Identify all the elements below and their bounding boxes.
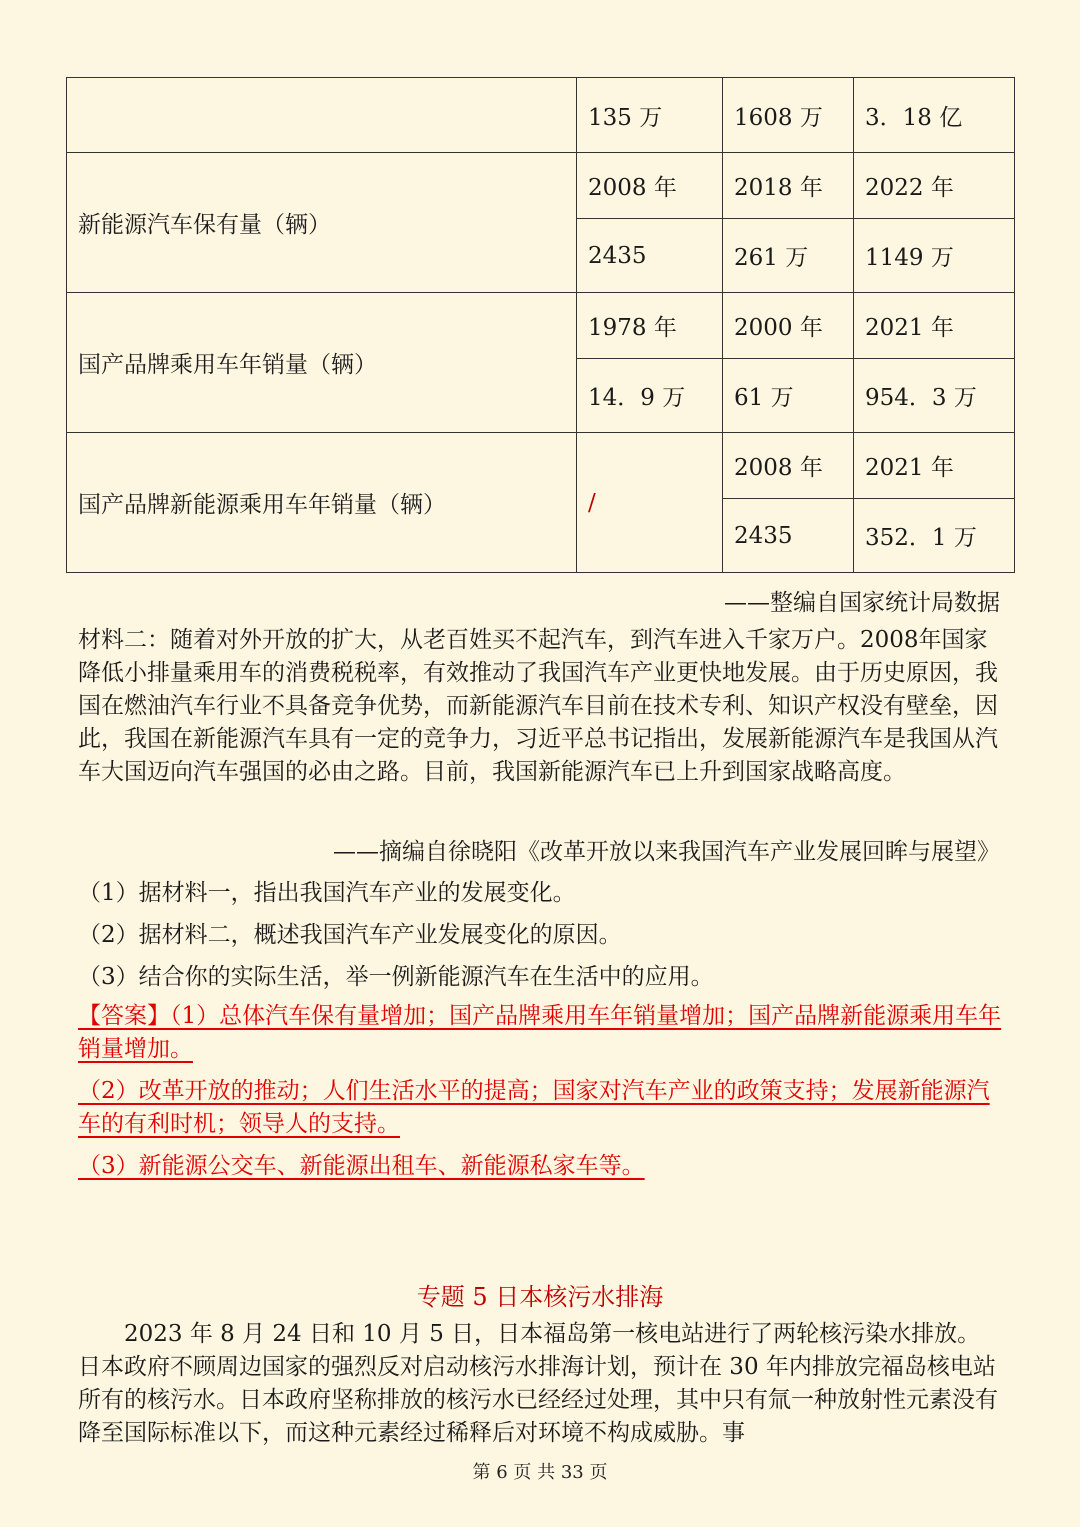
question-2: （2）据材料二，概述我国汽车产业发展变化的原因。 bbox=[78, 922, 622, 948]
table-row bbox=[67, 293, 1015, 359]
table-cell: 3．18 亿 bbox=[854, 78, 1015, 153]
table-cell: 2008 年 bbox=[577, 153, 723, 219]
page-number: 第 6 页 共 33 页 bbox=[472, 1462, 608, 1483]
table-row bbox=[67, 433, 1015, 499]
answer-2 bbox=[78, 1075, 1004, 1141]
table-row bbox=[67, 78, 1015, 153]
table-cell: 2000 年 bbox=[723, 293, 854, 359]
row-label: 新能源汽车保有量（辆） bbox=[67, 153, 577, 293]
table-cell: 1978 年 bbox=[577, 293, 723, 359]
table-cell: 61 万 bbox=[723, 359, 854, 433]
table-cell: 261 万 bbox=[723, 219, 854, 293]
slash-mark: / bbox=[577, 433, 723, 573]
table-cell: 135 万 bbox=[577, 78, 723, 153]
topic-title: 专题 5 日本核污水排海 bbox=[416, 1283, 664, 1311]
answer-text: 【答案】（1）总体汽车保有量增加；国产品牌乘用车年销量增加；国产品牌新能源乘用车年销量增加。 bbox=[78, 1003, 1002, 1062]
topic-paragraph: 2023 年 8 月 24 日和 10 月 5 日，日本福岛第一核电站进行了两轮核污染水排放。日本政府不顾周边国家的强烈反对启动核污水排海计划，预计在 30 年内排放完福岛核电站所有的核污水。日本政府坚称排放的核污水已经经过处理，其中只有氚一种放射性元素没有降至国际标准以下，而这种元素经过稀释后对环境不构成威胁。事 bbox=[78, 1321, 998, 1446]
table-row bbox=[67, 153, 1015, 219]
table-cell: 352．1 万 bbox=[854, 499, 1015, 573]
question-3: （3）结合你的实际生活，举一例新能源汽车在生活中的应用。 bbox=[78, 964, 714, 990]
source-citation: ——摘编自徐晓阳《改革开放以来我国汽车产业发展回眸与展望》 bbox=[333, 839, 1000, 865]
table-cell: 14．9 万 bbox=[577, 359, 723, 433]
answer-3 bbox=[78, 1150, 1004, 1183]
table-cell: 2021 年 bbox=[854, 433, 1015, 499]
table-cell: 2018 年 bbox=[723, 153, 854, 219]
table-cell: 2435 bbox=[577, 219, 723, 293]
material-two-paragraph: 材料二：随着对外开放的扩大，从老百姓买不起汽车，到汽车进入千家万户。2008年国家降低小排量乘用车的消费税税率，有效推动了我国汽车产业更快地发展。由于历史原因，我国在燃油汽车行业不具备竞争优势，而新能源汽车目前在技术专利、知识产权没有壁垒，因此，我国在新能源汽车具有一定的竞争力，习近平总书记指出，发展新能源汽车是我国从汽车大国迈向汽车强国的必由之路。目前，我国新能源汽车已上升到国家战略高度。 bbox=[78, 627, 998, 785]
table-cell: 2008 年 bbox=[723, 433, 854, 499]
table-cell: 2435 bbox=[723, 499, 854, 573]
answer-text: （2）改革开放的推动；人们生活水平的提高；国家对汽车产业的政策支持；发展新能源汽车的有利时机；领导人的支持。 bbox=[78, 1078, 990, 1137]
table-cell: 1149 万 bbox=[854, 219, 1015, 293]
source-citation: ——整编自国家统计局数据 bbox=[724, 590, 1000, 616]
table-cell: 1608 万 bbox=[723, 78, 854, 153]
row-label: 国产品牌乘用车年销量（辆） bbox=[67, 293, 577, 433]
answer-text: （3）新能源公交车、新能源出租车、新能源私家车等。 bbox=[78, 1153, 645, 1179]
question-1: （1）据材料一，指出我国汽车产业的发展变化。 bbox=[78, 880, 576, 906]
table-cell: 954．3 万 bbox=[854, 359, 1015, 433]
row-label: 国产品牌新能源乘用车年销量（辆） bbox=[67, 433, 577, 573]
statistics-table bbox=[66, 77, 1015, 573]
table-cell-empty bbox=[67, 78, 577, 153]
answer-1 bbox=[78, 1000, 1004, 1066]
table-cell: 2021 年 bbox=[854, 293, 1015, 359]
table-cell: 2022 年 bbox=[854, 153, 1015, 219]
